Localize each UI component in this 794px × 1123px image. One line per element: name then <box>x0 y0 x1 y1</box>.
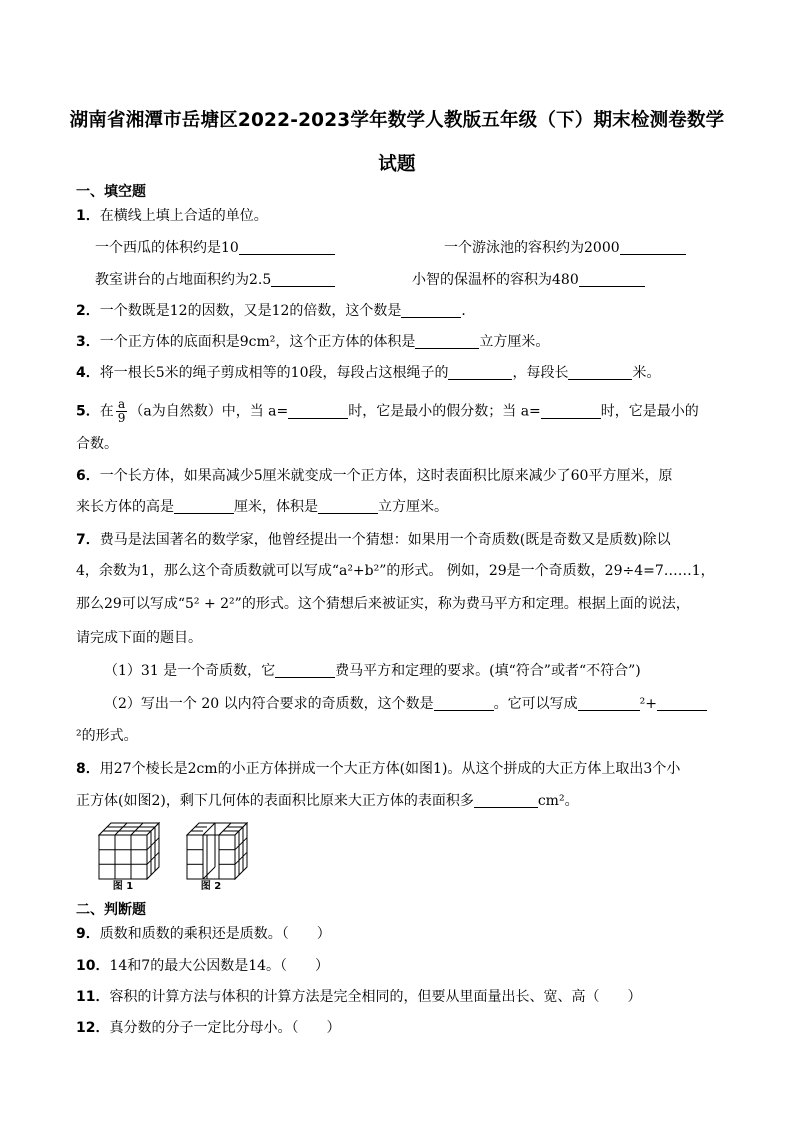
answer-blank[interactable] <box>657 696 707 711</box>
question-number: 6． <box>76 468 100 484</box>
question-10 <box>76 956 329 976</box>
question-7-line-2: 4，余数为1，那么这个奇质数就可以写成“a²+b²”的形式。 例如，29是一个奇质数，29÷4=7……1， <box>76 563 715 579</box>
question-text-b: 。它可以写成 <box>493 696 578 712</box>
question-1-item-d <box>412 270 645 290</box>
page-title-continued: 试题 <box>378 154 416 175</box>
item-text: 一个游泳池的容积约为2000 <box>444 240 620 256</box>
question-2 <box>76 301 475 321</box>
question-text-c: 立方厘米。 <box>378 499 448 515</box>
question-text-b: ”的形式。这个猜想后来被证实，称为费马平方和定理。根据上面的说法， <box>234 596 690 612</box>
question-9 <box>76 924 331 944</box>
question-12 <box>76 1018 340 1038</box>
question-text-end: 立方厘米。 <box>479 334 550 350</box>
question-5-continued: 合数。 <box>76 436 118 452</box>
question-text-a: （1）31 是一个奇质数，它 <box>104 663 276 679</box>
question-1-item-c <box>95 270 335 290</box>
question-7 <box>76 530 671 550</box>
answer-blank[interactable] <box>448 365 512 380</box>
answer-blank[interactable] <box>239 240 335 255</box>
question-number: 4． <box>76 365 100 381</box>
question-text-c: 时，它是最小的 <box>600 403 699 420</box>
answer-blank[interactable] <box>415 334 479 349</box>
item-text: 一个西瓜的体积约是10 <box>95 240 239 256</box>
question-11 <box>76 987 641 1007</box>
question-number: 8． <box>76 761 100 777</box>
question-text: 费马是法国著名的数学家，他曾经提出一个猜想：如果用一个奇质数(既是奇数又是质数)除以 <box>99 532 671 548</box>
question-7-sub-2 <box>104 694 707 714</box>
item-text: 小智的保温杯的容积为480 <box>412 272 579 288</box>
section-heading-fill-blank: 一、填空题 <box>76 184 146 200</box>
question-text: 用27个棱长是2cm的小正方体拼成一个大正方体(如图1)。从这个拼成的大正方体上取出3个小 <box>99 761 681 777</box>
figure-1-label: 图 1 <box>112 881 134 890</box>
answer-blank[interactable] <box>568 365 632 380</box>
question-1-item-a <box>95 238 335 258</box>
answer-blank[interactable] <box>579 272 645 287</box>
answer-blank[interactable] <box>318 499 378 514</box>
question-4 <box>76 363 660 383</box>
question-text: 容积的计算方法与体积的计算方法是完全相同的，但要从里面量出长、宽、高（ ） <box>109 989 642 1005</box>
answer-blank[interactable] <box>275 663 335 678</box>
figure-2-label: 图 2 <box>200 881 222 890</box>
fraction-denominator: 9 <box>117 411 126 425</box>
question-number: 10． <box>76 958 110 974</box>
formula: 5² + 2² <box>184 596 235 612</box>
question-3 <box>76 332 549 352</box>
item-text: 教室讲台的占地面积约为2.5 <box>95 272 272 288</box>
fraction <box>116 398 128 425</box>
question-text-end: ． <box>461 303 476 319</box>
figure-1-cube <box>98 822 162 890</box>
question-number: 3． <box>76 334 100 350</box>
question-text-a: 正方体(如图2)，剩下几何体的表面积比原来大正方体的表面积多 <box>76 793 474 809</box>
question-text-b: 时，它是最小的假分数；当 a= <box>348 403 541 420</box>
question-number: 7． <box>76 532 100 548</box>
question-text: 14和7的最大公因数是14。（ ） <box>109 958 330 974</box>
question-text: 在 <box>99 403 114 420</box>
question-text-b: cm²。 <box>537 793 579 809</box>
question-text-c: ²+ <box>639 696 657 712</box>
question-text-a: 那么29可以写成“ <box>76 596 185 612</box>
answer-blank[interactable] <box>288 404 348 419</box>
question-6-continued <box>76 497 448 517</box>
answer-blank[interactable] <box>401 303 461 318</box>
answer-blank[interactable] <box>578 696 640 711</box>
answer-blank[interactable] <box>174 499 234 514</box>
question-text: 真分数的分子一定比分母小。（ ） <box>109 1020 341 1036</box>
question-5 <box>76 398 699 425</box>
fraction-numerator: a <box>116 398 128 412</box>
question-text: 质数和质数的乘积还是质数。（ ） <box>99 926 331 942</box>
question-6 <box>76 466 672 486</box>
section-heading-true-false: 二、判断题 <box>76 902 146 918</box>
question-number: 12． <box>76 1020 110 1036</box>
question-text: 一个正方体的底面积是9cm²，这个正方体的体积是 <box>99 334 416 350</box>
question-number: 1． <box>76 208 100 224</box>
answer-blank[interactable] <box>434 696 494 711</box>
question-7-sub-1 <box>104 661 641 681</box>
question-number: 2． <box>76 303 100 319</box>
question-8-continued <box>76 791 579 811</box>
question-7-line-4: 请完成下面的题目。 <box>76 630 202 646</box>
question-text-a: （a为自然数）中，当 a= <box>129 403 289 420</box>
question-text: 在横线上填上合适的单位。 <box>99 208 268 224</box>
figure-2-cube-notched <box>186 822 250 890</box>
question-number: 9． <box>76 926 100 942</box>
question-text: 一个数既是12的因数，又是12的倍数，这个数是 <box>99 303 402 319</box>
question-1 <box>76 206 268 226</box>
answer-blank[interactable] <box>541 404 601 419</box>
question-text-a: （2）写出一个 20 以内符合要求的奇质数，这个数是 <box>104 696 434 712</box>
question-text-b: 费马平方和定理的要求。(填“符合”或者“不符合”) <box>335 663 641 679</box>
question-number: 5． <box>76 403 100 420</box>
question-number: 11． <box>76 989 110 1005</box>
answer-blank[interactable] <box>620 240 686 255</box>
answer-blank[interactable] <box>271 272 335 287</box>
question-8 <box>76 759 680 779</box>
question-text-b: 厘米，体积是 <box>234 499 318 515</box>
page-title: 湖南省湘潭市岳塘区2022-2023学年数学人教版五年级（下）期末检测卷数学 <box>69 110 725 131</box>
question-text-a: 来长方体的高是 <box>76 499 174 515</box>
question-text-mid: ，每段长 <box>512 365 569 381</box>
question-text: 一个长方体，如果高减少5厘米就变成一个正方体，这时表面积比原来减少了60平方厘米，原 <box>99 468 673 484</box>
question-1-item-b <box>444 238 686 258</box>
question-text-end: 米。 <box>632 365 661 381</box>
question-7-line-3 <box>76 594 690 614</box>
question-7-sub-2-continued: ²的形式。 <box>76 728 138 744</box>
question-text: 将一根长5米的绳子剪成相等的10段，每段占这根绳子的 <box>99 365 449 381</box>
answer-blank[interactable] <box>474 793 538 808</box>
